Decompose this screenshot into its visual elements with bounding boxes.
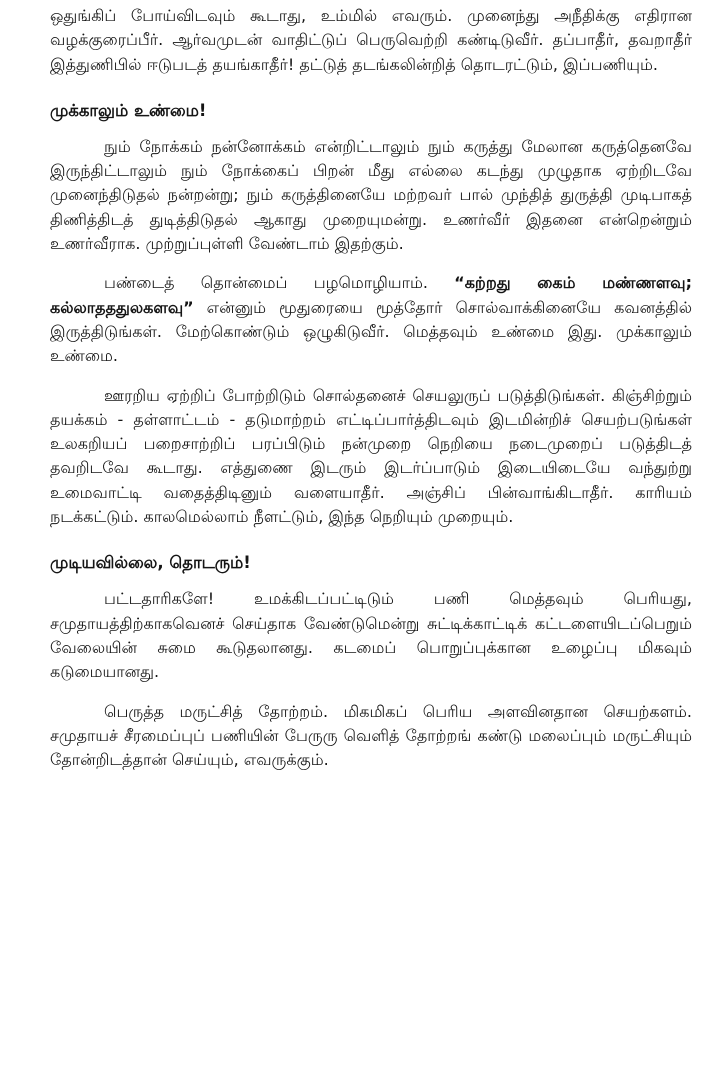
paragraph-vast-field: பெருத்த மருட்சித் தோற்றம். மிகமிகப் பெரிய அளவினதான செயற்களம். சமுதாயச் சீரமைப்புப் பணியின் பேருரு வெளித் தோற்றங் கண்டு மலைப்பும் மருட்சியும் தோன்றிடத்தான் செய்யும், எவருக்கும். — [50, 701, 692, 770]
paragraph-proverb — [50, 271, 692, 368]
proverb-lead-text: பண்டைத் தொன்மைப் பழமொழியாம். — [104, 273, 455, 293]
document-page — [50, 4, 692, 772]
paragraph-practice: ஊரறிய ஏற்றிப் போற்றிடும் சொல்தனைச் செயலுருப் படுத்திடுங்கள். கிஞ்சிற்றும் தயக்கம் - தள்ளாட்டம் - தடுமாற்றம் எட்டிப்பார்த்திடவும் இடமின்றிச் செயற்படுங்கள் உலகறியப் பறைசாற்றிப் பரப்பிடும் நன்முறை நெறியை நடைமுறைப் படுத்திடத் தவறிடவே கூடாது. எத்துணை இடரும் இடர்ப்பாடும் இடையிடையே வந்துற்று உமைவாட்டி வதைத்திடினும் வளையாதீர். அஞ்சிப் பின்வாங்கிடாதீர். காரியம் நடக்கட்டும். காலமெல்லாம் நீளட்டும், இந்த நெறியும் முறையும். — [50, 385, 692, 527]
proverb-quote: “கற்றது கைம் மண்ணளவு; கல்லாதததுலகளவு” — [50, 273, 692, 317]
section-heading-truth: முக்காலும் உண்மை! — [50, 100, 207, 120]
section-heading-continues: முடியவில்லை, தொடரும்! — [50, 553, 251, 573]
paragraph-intention: நும் நோக்கம் நன்னோக்கம் என்றிட்டாலும் நும் கருத்து மேலான கருத்தெனவே இருந்திட்டாலும் நும் நோக்கைப் பிறன் மீது எல்லை கடந்து முழுதாக ஏற்றிடவே முனைந்திடுதல் நன்றன்று; நும் கருத்தினையே மற்றவர் பால் முந்தித் துருத்தி முடிபாகத் திணித்திடத் துடித்திடுதல் ஆகாது முறையுமன்று. உணர்வீர் இதனை என்றென்றும் உணர்வீராக. முற்றுப்புள்ளி வேண்டாம் இதற்கும். — [50, 136, 692, 254]
paragraph-graduates: பட்டதாரிகளே! உமக்கிடப்பட்டிடும் பணி மெத்தவும் பெரியது, சமுதாயத்திற்காகவெனச் செய்தாக வேண்டுமென்று சுட்டிக்காட்டிக் கட்டளையிடப்பெறும் வேலையின் சுமை கூடுதலானது. கடமைப் பொறுப்புக்கான உழைப்பு மிகவும் கடுமையானது. — [50, 589, 692, 682]
paragraph-intro: ஒதுங்கிப் போய்விடவும் கூடாது, உம்மில் எவரும். முனைந்து அநீதிக்கு எதிரான வழக்குரைப்பீர். ஆர்வமுடன் வாதிட்டுப் பெருவெற்றி கண்டிடுவீர். தப்பாதீர், தவறாதீர் இத்துணிபில் ஈடுபடத் தயங்காதீர்! தட்டுத் தடங்கலின்றித் தொடரட்டும், இப்பணியும். — [50, 6, 692, 74]
proverb-trailing-text: என்னும் மூதுரையை மூத்தோர் சொல்வாக்கினையே கவனத்தில் இருத்திடுங்கள். மேற்கொண்டும் ஒழுகிடுவீர். மெத்தவும் உண்மை இது. முக்காலும் உண்மை. — [50, 297, 692, 366]
